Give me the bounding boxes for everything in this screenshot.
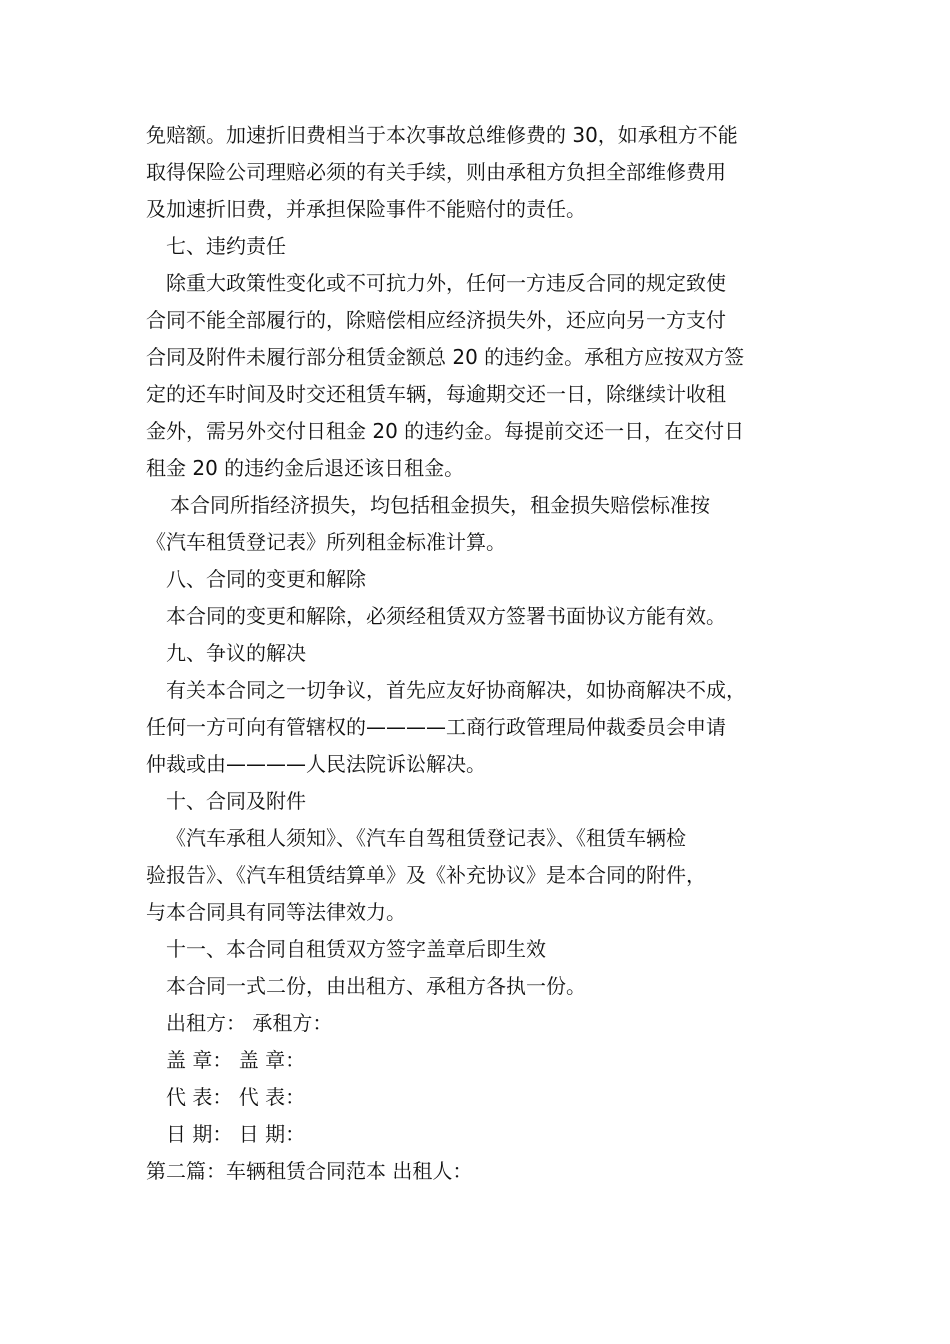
- paragraph-line: 除重大政策性变化或不可抗力外，任何一方违反合同的规定致使: [166, 271, 726, 295]
- paragraph-line: 有关本合同之一切争议，首先应友好协商解决，如协商解决不成，: [166, 678, 746, 702]
- paragraph-line: 合同不能全部履行的，除赔偿相应经济损失外，还应向另一方支付: [146, 308, 726, 332]
- document-body: [146, 117, 814, 1190]
- section-heading-attachments: 十、合同及附件: [166, 789, 306, 813]
- paragraph-line: 本合同的变更和解除，必须经租赁双方签署书面协议方能有效。: [166, 604, 726, 628]
- section-heading-dispute: 九、争议的解决: [166, 641, 306, 665]
- paragraph-line: 租金 20 的违约金后退还该日租金。: [146, 456, 465, 480]
- section-heading-breach: 七、违约责任: [166, 234, 286, 258]
- paragraph-line: 任何一方可向有管辖权的————工商行政管理局仲裁委员会申请: [146, 715, 726, 739]
- paragraph-line: 取得保险公司理赔必须的有关手续，则由承租方负担全部维修费用: [146, 160, 726, 184]
- next-article-heading: 第二篇：车辆租赁合同范本 出租人：: [146, 1159, 473, 1183]
- paragraph-line: 《汽车租赁登记表》所列租金标准计算。: [146, 530, 506, 554]
- section-heading-effective: 十一、本合同自租赁双方签字盖章后即生效: [166, 937, 546, 961]
- paragraph-line: 《汽车承租人须知》、《汽车自驾租赁登记表》、《租赁车辆检: [166, 826, 686, 850]
- signature-line-parties: 出租方： 承租方：: [166, 1011, 333, 1035]
- paragraph-line: 合同及附件未履行部分租赁金额总 20 的违约金。承租方应按双方签: [146, 345, 745, 369]
- section-heading-amendment: 八、合同的变更和解除: [166, 567, 366, 591]
- signature-line-seal: 盖 章： 盖 章：: [166, 1048, 306, 1072]
- paragraph-line: 金外，需另外交付日租金 20 的违约金。每提前交还一日，在交付日: [146, 419, 745, 443]
- paragraph-line: 与本合同具有同等法律效力。: [146, 900, 406, 924]
- paragraph-line: 免赔额。加速折旧费相当于本次事故总维修费的 30，如承租方不能: [146, 123, 738, 147]
- paragraph-line: 验报告》、《汽车租赁结算单》及《补充协议》是本合同的附件，: [146, 863, 706, 887]
- paragraph-line: 本合同所指经济损失，均包括租金损失，租金损失赔偿标准按: [170, 493, 710, 517]
- paragraph-line: 及加速折旧费，并承担保险事件不能赔付的责任。: [146, 197, 586, 221]
- paragraph-line: 定的还车时间及时交还租赁车辆，每逾期交还一日，除继续计收租: [146, 382, 726, 406]
- paragraph-line: 本合同一式二份，由出租方、承租方各执一份。: [166, 974, 586, 998]
- signature-line-representative: 代 表： 代 表：: [166, 1085, 306, 1109]
- paragraph-line: 仲裁或由————人民法院诉讼解决。: [146, 752, 486, 776]
- signature-line-date: 日 期： 日 期：: [166, 1122, 306, 1146]
